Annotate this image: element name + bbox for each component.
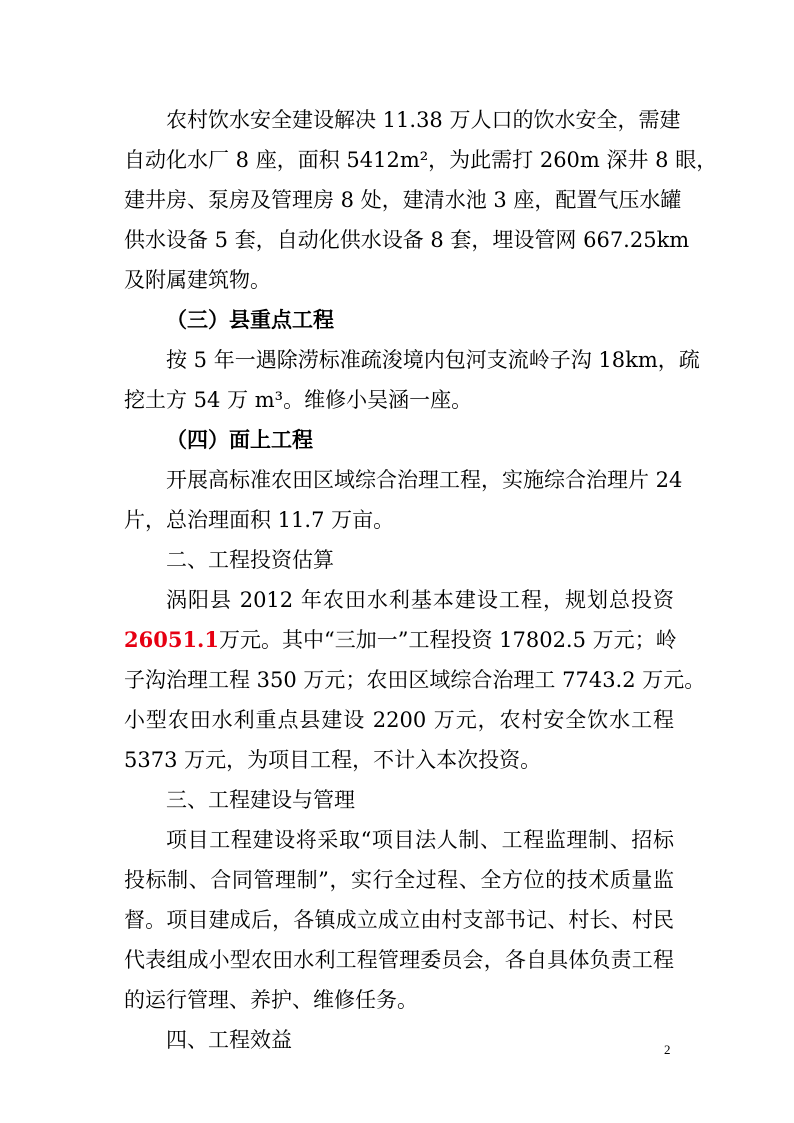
- paragraph-line: 农村饮水安全建设解决 11.38 万人口的饮水安全，需建: [166, 108, 681, 132]
- paragraph-line: 督。项目建成后，各镇成立成立由村支部书记、村长、村民: [124, 908, 674, 932]
- paragraph-line: 代表组成小型农田水利工程管理委员会，各自具体负责工程: [124, 948, 674, 972]
- paragraph-line-rest: 万元。其中“三加一”工程投资 17802.5 万元；岭: [218, 628, 677, 652]
- paragraph-line: 开展高标准农田区域综合治理工程，实施综合治理片 24: [166, 468, 683, 492]
- paragraph-line-total: [124, 625, 677, 655]
- page-number: 2: [664, 1042, 671, 1057]
- paragraph-line: 片，总治理面积 11.7 万亩。: [124, 508, 395, 532]
- paragraph-line: 5373 万元，为项目工程，不计入本次投资。: [124, 748, 542, 772]
- paragraph-line: 涡阳县 2012 年农田水利基本建设工程，规划总投资: [166, 588, 674, 612]
- paragraph-line: 挖土方 54 万 m³。维修小吴涵一座。: [124, 388, 473, 412]
- paragraph-line: 项目工程建设将采取“项目法人制、工程监理制、招标: [166, 828, 674, 852]
- heading-investment: 二、工程投资估算: [166, 548, 334, 572]
- paragraph-line: 的运行管理、养护、维修任务。: [124, 988, 418, 1012]
- paragraph-line: 投标制、合同管理制”，实行全过程、全方位的技术质量监: [124, 868, 674, 892]
- paragraph-line: 及附属建筑物。: [124, 268, 271, 292]
- total-investment-value: 26051.1: [124, 627, 219, 652]
- heading-benefits: 四、工程效益: [166, 1028, 292, 1052]
- paragraph-line: 供水设备 5 套，自动化供水设备 8 套，埋设管网 667.25km: [124, 228, 690, 252]
- heading-management: 三、工程建设与管理: [166, 788, 355, 812]
- section-4-title: （四）面上工程: [166, 427, 313, 452]
- paragraph-line: 小型农田水利重点县建设 2200 万元，农村安全饮水工程: [124, 708, 674, 732]
- paragraph-line: 自动化水厂 8 座，面积 5412m²，为此需打 260m 深井 8 眼，: [124, 148, 718, 172]
- section-3-title: （三）县重点工程: [166, 307, 334, 332]
- paragraph-line: 按 5 年一遇除涝标准疏浚境内包河支流岭子沟 18km，疏: [166, 348, 700, 372]
- paragraph-line: 建井房、泵房及管理房 8 处，建清水池 3 座，配置气压水罐: [124, 188, 682, 212]
- paragraph-line: 子沟治理工程 350 万元；农田区域综合治理工 7743.2 万元。: [124, 668, 706, 692]
